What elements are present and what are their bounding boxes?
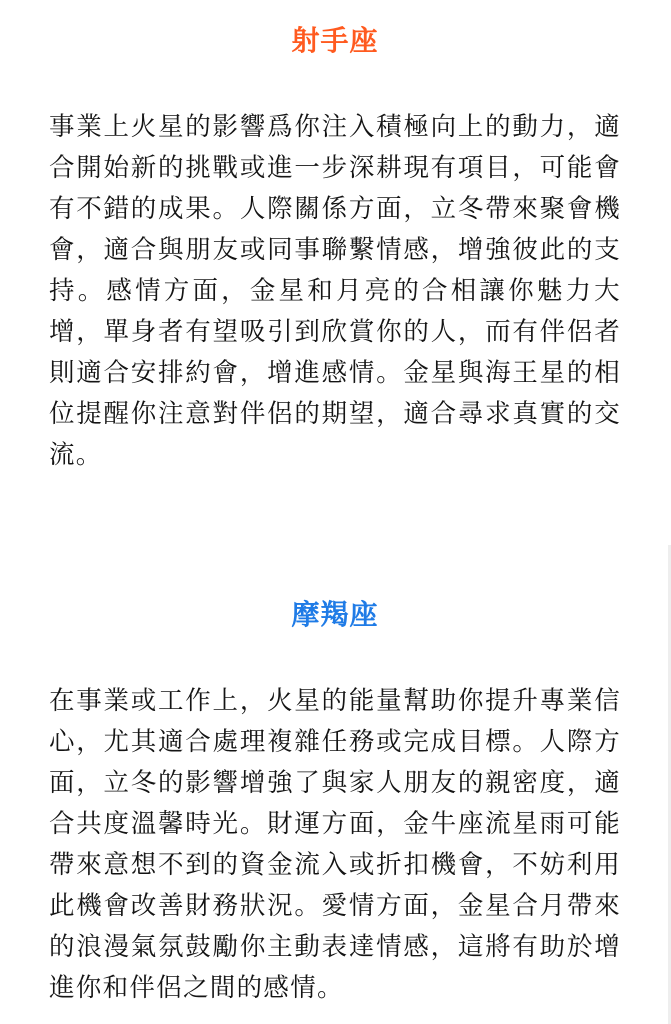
sagittarius-text: 事業上火星的影響爲你注入積極向上的動力，適合開始新的挑戰或進一步深耕現有項目，可能會有不錯的成果。人際關係方面，立冬帶來聚會機會，適合與朋友或同事聯繫情感，增強彼此的支持。感情方面，金星和月亮的合相讓你魅力大增，單身者有望吸引到欣賞你的人，而有伴侶者則適合安排約會，增進感情。金星與海王星的相位提醒你注意對伴侶的期望，適合尋求真實的交流。 bbox=[49, 112, 621, 470]
sagittarius-section bbox=[49, 18, 621, 476]
capricorn-section bbox=[49, 592, 621, 1009]
capricorn-title: 摩羯座 bbox=[291, 598, 379, 631]
sagittarius-title: 射手座 bbox=[291, 24, 379, 57]
capricorn-text: 在事業或工作上，火星的能量幫助你提升專業信心，尤其適合處理複雜任務或完成目標。人際方面，立冬的影響增強了與家人朋友的親密度，適合共度溫馨時光。財運方面，金牛座流星雨可能帶來意想不到的資金流入或折扣機會，不妨利用此機會改善財務狀況。愛情方面，金星合月帶來的浪漫氣氛鼓勵你主動表達情感，這將有助於增進你和伴侶之間的感情。 bbox=[49, 686, 621, 1003]
